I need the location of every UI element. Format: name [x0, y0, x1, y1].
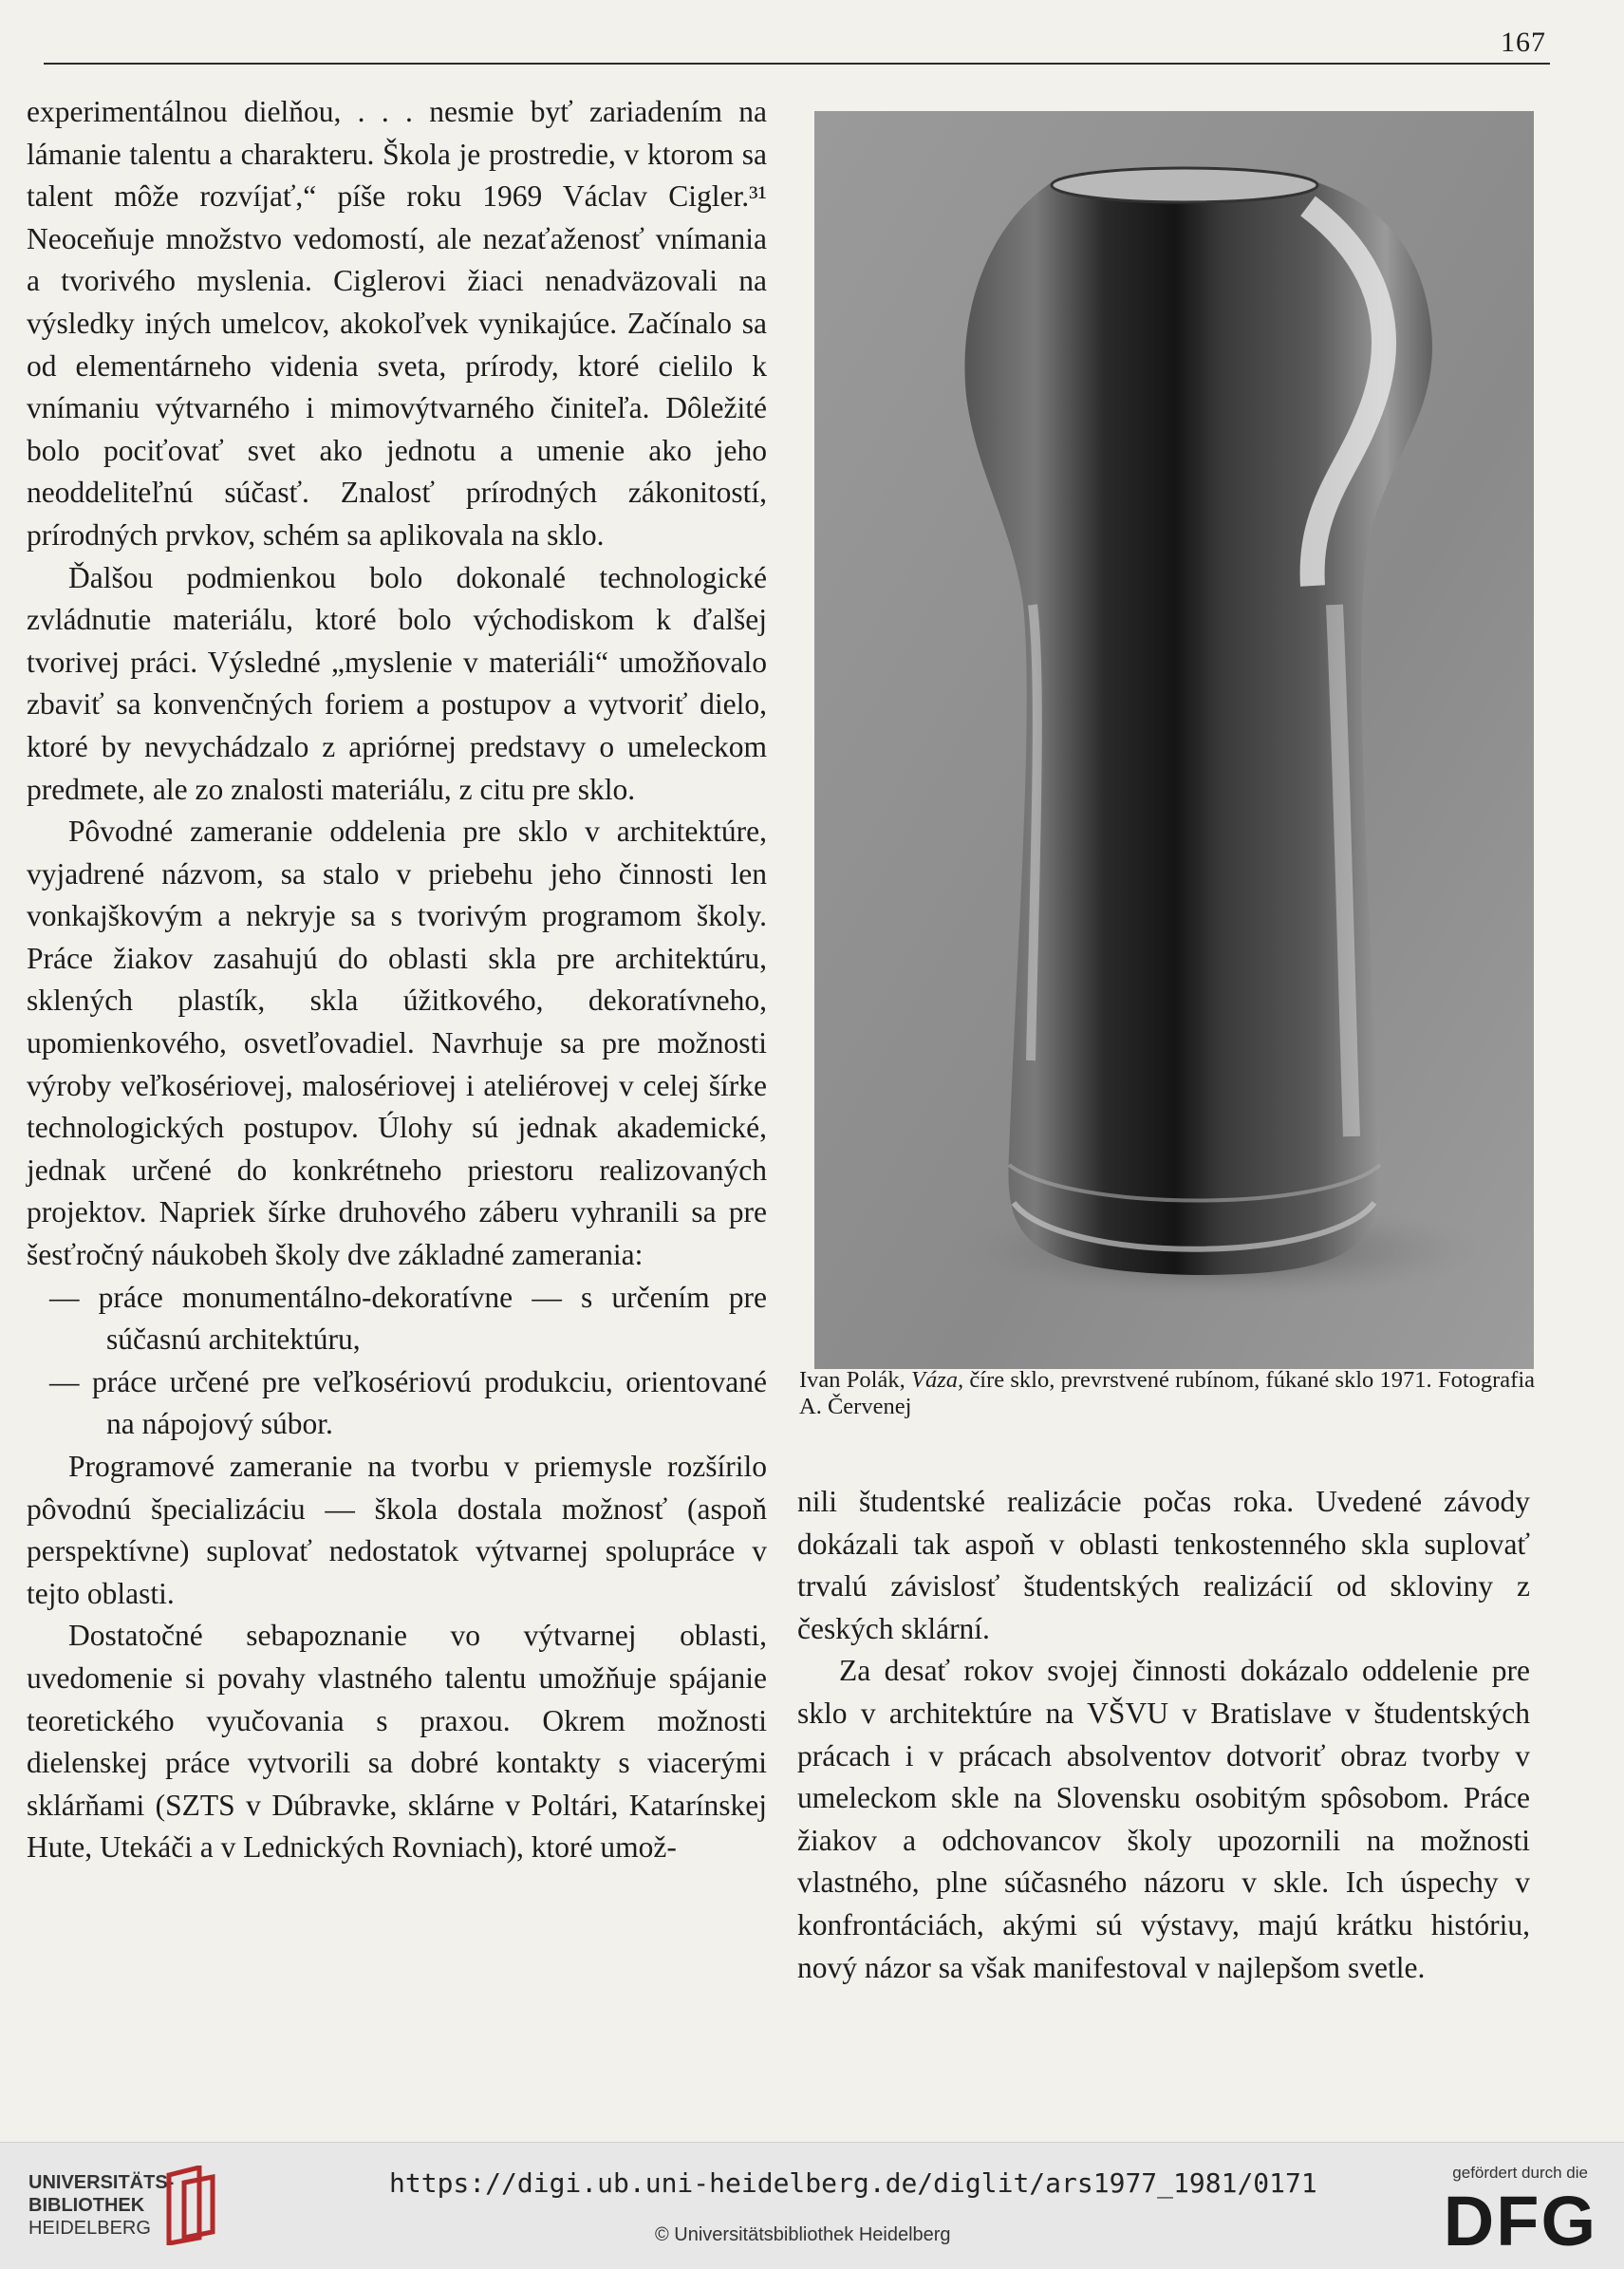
list-item: — práce určené pre veľkosériovú produkciu, orientované na nápojový súbor.	[49, 1364, 767, 1441]
library-logo[interactable]	[28, 2171, 174, 2240]
right-column	[797, 1481, 1530, 1989]
left-column	[27, 91, 767, 1869]
caption-title: Váza,	[911, 1367, 964, 1393]
page-number: 167	[1501, 27, 1546, 58]
paragraph: Pôvodné zameranie oddelenia pre sklo v architektúre, vyjadrené názvom, sa stalo v priebehu jeho činnosti len vonkajškovým a nekryje sa s tvorivým programom školy. Práce žiakov zasahujú do oblasti skla pre architektúru, sklených plastík, skla úžitkového, dekoratívneho, upomienkového, osvetľovadiel. Navrhuje sa pre možnosti výroby veľkosériovej, malosériovej i ateliérovej v celej šírke technologických postupov. Úlohy sú jednak akademické, jednak určené do konkrétneho priestoru realizovaných projektov. Napriek šírke druhového záberu vyhranili sa pre šesťročný náukobeh školy dve základné zamerania:	[27, 815, 767, 1272]
library-name-line: HEIDELBERG	[28, 2218, 151, 2239]
library-name-line: BIBLIOTHEK	[28, 2195, 145, 2216]
paragraph: Programové zameranie na tvorbu v priemysle rozšírilo pôvodnú špecializáciu — škola dostala možnosť (aspoň perspektívne) suplovať nedostatok výtvarnej spolupráce v tejto oblasti.	[27, 1450, 767, 1610]
paragraph: Za desať rokov svojej činnosti dokázalo oddelenie pre sklo v architektúre na VŠVU v Bratislave v študentských prácach i v prácach absolventov dotvoriť obraz tvorby v umeleckom skle na Slovensku osobitým spôsobom. Práce žiakov a odchovancov školy upozornili na možnosti vlastného, plne súčasného názoru v skle. Ich úspechy v konfrontáciách, akými sú výstavy, majú krátku históriu, nový názor sa však manifestoval v najlepšom svetle.	[797, 1654, 1530, 1984]
paragraph: Ďalšou podmienkou bolo dokonalé technologické zvládnutie materiálu, ktoré bolo východiskom k ďalšej tvorivej práci. Výsledné „myslenie v materiáli“ umožňovalo zbaviť sa konvenčných foriem a postupov a vytvoriť dielo, ktoré by nevychádzalo z apriórnej predstavy o umeleckom predmete, ale zo znalosti materiálu, z citu pre sklo.	[27, 560, 767, 806]
dfg-logo[interactable]: DFG	[1443, 2182, 1597, 2260]
footer-bar	[0, 2142, 1624, 2269]
copyright-notice: © Universitätsbibliothek Heidelberg	[655, 2224, 951, 2245]
paragraph: nili študentské realizácie počas roka. Uvedené závody dokázali tak aspoň v oblasti tenkostenného skla suplovať trvalú závislosť študentských realizácií od skloviny z českých sklární.	[797, 1485, 1530, 1645]
paragraph: Dostatočné sebapoznanie vo výtvarnej oblasti, uvedomenie si povahy vlastného talentu umožňuje spájanie teoretického vyučovania s praxou. Okrem možnosti dielenskej práce vytvorili sa dobré kontakty s viacerými sklárňami (SZTS v Dúbravke, sklárne v Poltári, Katarínskej Hute, Utekáči a v Lednických Rovniach), ktoré umož-	[27, 1619, 767, 1865]
vase-illustration	[814, 111, 1534, 1369]
library-emblem-icon	[161, 2166, 220, 2245]
header-rule	[44, 63, 1550, 65]
list-item: — práce monumentálno-dekoratívne — s určením pre súčasnú architektúru,	[49, 1280, 767, 1357]
paragraph: experimentálnou dielňou, . . . nesmie byť zariadením na lámanie talentu a charakteru. Škola je prostredie, v ktorom sa talent môže rozvíjať,“ píše roku 1969 Václav Cigler.³¹ Neoceňuje množstvo vedomostí, ale nezaťaženosť vnímania a tvorivého myslenia. Ciglerovi žiaci nenadväzovali na výsledky iných umelcov, akokoľvek vynikajúce. Začínalo sa od elementárneho videnia sveta, prírody, ktoré cielilo k vnímaniu výtvarného i mimovýtvarného činiteľa. Dôležité bolo pociťovať svet ako jednotu a umenie ako jeho neoddeliteľnú súčasť. Znalosť prírodných zákonitostí, prírodných prvkov, schém sa aplikovala na sklo.	[27, 95, 767, 552]
permalink-url[interactable]: https://digi.ub.uni-heidelberg.de/diglit/ars1977_1981/0171	[389, 2167, 1317, 2199]
figure-caption	[799, 1367, 1535, 1420]
library-name-line: UNIVERSITÄTS-	[28, 2172, 175, 2193]
caption-details: číre sklo, prevrstvené rubínom, fúkané sklo 1971. Fotografia A. Červenej	[799, 1367, 1536, 1419]
caption-author: Ivan Polák,	[799, 1367, 911, 1393]
funder-label: gefördert durch die	[1452, 2164, 1588, 2182]
vase-photograph	[814, 111, 1534, 1369]
